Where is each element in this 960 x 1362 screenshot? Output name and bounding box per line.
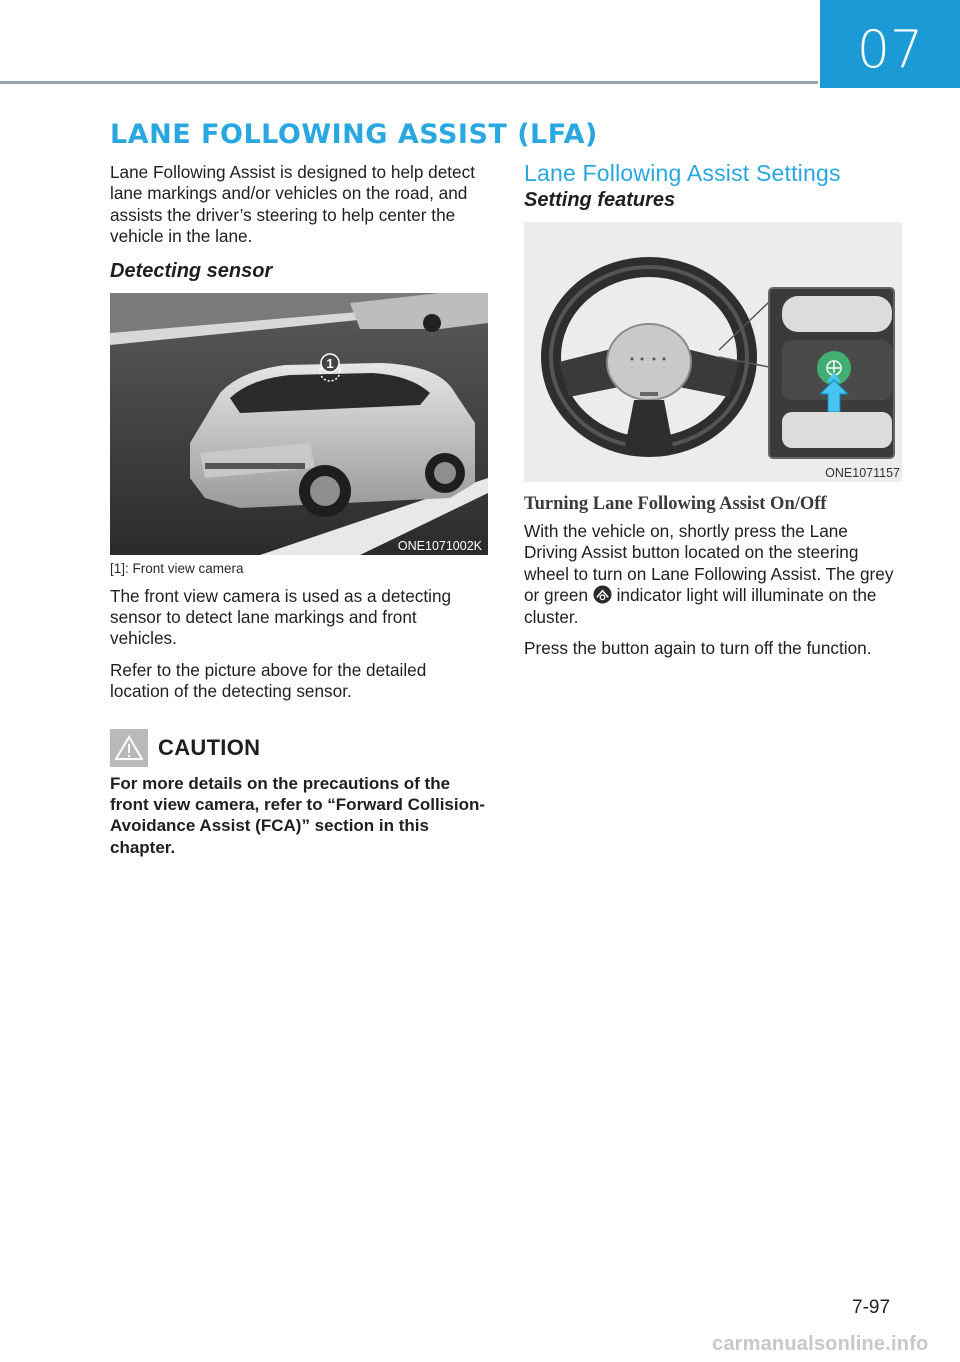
callout-number: 1	[326, 355, 334, 371]
turning-heading: Turning Lane Following Assist On/Off	[524, 494, 827, 514]
detecting-sensor-heading: Detecting sensor	[110, 259, 273, 282]
watermark: carmanualsonline.info	[712, 1333, 929, 1355]
intro-paragraph: Lane Following Assist is designed to help detect lane markings and/or vehicles on the road, and assists the driver’s steering to help center the vehicle in the lane.	[110, 162, 475, 247]
figure-code: ONE1071002K	[397, 538, 482, 553]
header-rule	[0, 81, 818, 84]
car-illustration	[110, 293, 488, 555]
section-title: LANE FOLLOWING ASSIST (LFA)	[110, 119, 598, 150]
settings-heading: Lane Following Assist Settings	[524, 160, 841, 186]
caution-header	[110, 729, 488, 767]
figure-caption: [1]: Front view camera	[110, 560, 244, 576]
lfa-indicator-icon	[593, 585, 612, 604]
page-number: 7-97	[852, 1297, 891, 1318]
front-camera-figure	[110, 293, 488, 555]
chapter-tab: 07	[820, 0, 960, 88]
location-paragraph: Refer to the picture above for the detailed location of the detecting sensor.	[110, 659, 427, 702]
turn-on-text-part2: indicator light will illuminate on the cluster.	[524, 585, 877, 627]
caution-box	[110, 729, 488, 859]
caution-title: CAUTION	[158, 734, 261, 760]
turn-on-paragraph	[524, 521, 902, 628]
turn-on-text-part1: With the vehicle on, shortly press the Lane Driving Assist button located on the steering wheel to turn on Lane Following Assist. The grey or green	[524, 521, 894, 606]
setting-features-heading: Setting features	[524, 189, 676, 211]
steering-wheel-figure	[524, 222, 902, 482]
right-column	[524, 160, 902, 669]
turn-off-paragraph: Press the button again to turn off the function.	[524, 638, 872, 659]
camera-paragraph: The front view camera is used as a detecting sensor to detect lane markings and front vehicles.	[110, 585, 452, 649]
steering-wheel-illustration	[524, 222, 902, 482]
left-column	[110, 162, 488, 858]
warning-triangle-icon	[110, 729, 148, 767]
figure-code: ONE1071157	[825, 466, 900, 480]
caution-text: For more details on the precautions of the front view camera, refer to “Forward Collision-Avoidance Assist (FCA)” section in this chapter.	[110, 773, 486, 857]
